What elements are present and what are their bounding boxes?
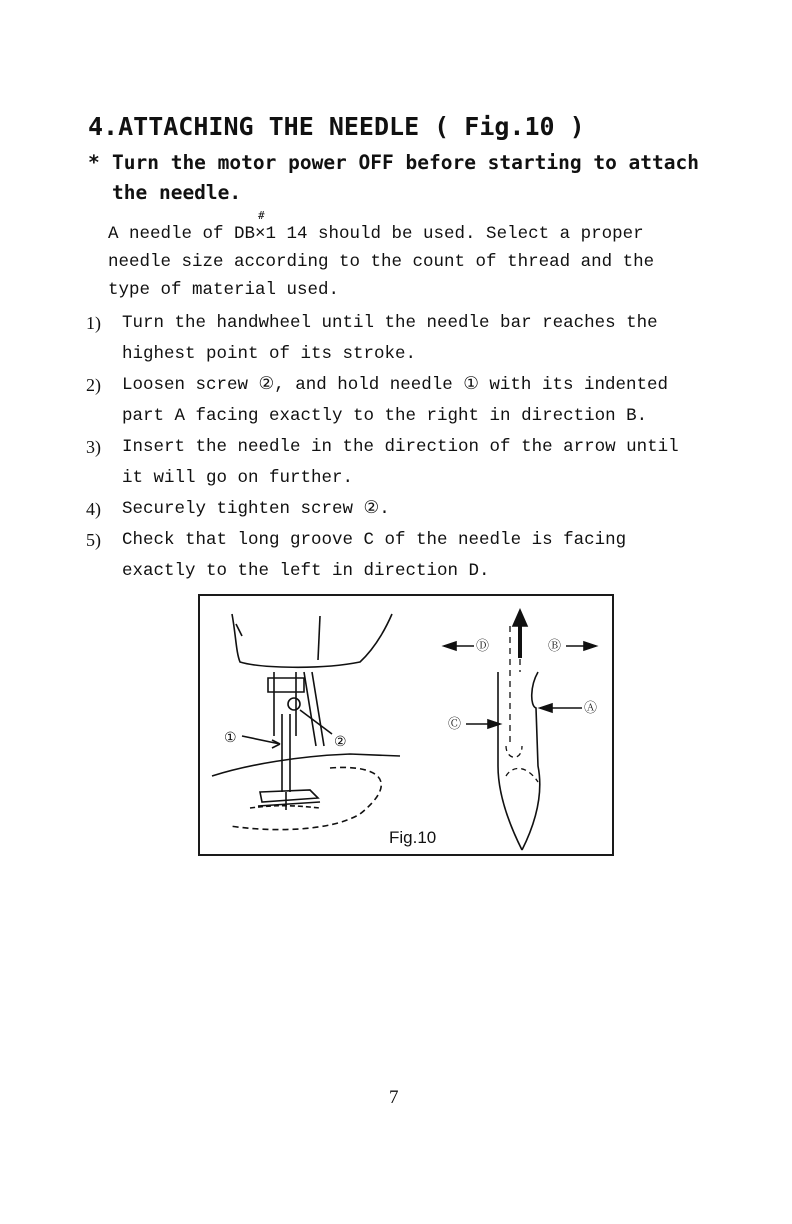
step-number: 4) bbox=[86, 499, 101, 519]
callout-screw: ② bbox=[334, 733, 347, 749]
step-1 bbox=[86, 308, 706, 370]
callout-d: Ⓓ bbox=[476, 638, 490, 653]
step-number: 1) bbox=[86, 313, 101, 333]
step-text: Turn the handwheel until the needle bar reaches the highest point of its stroke. bbox=[122, 313, 658, 364]
step-5 bbox=[86, 525, 706, 587]
step-text: Check that long groove C of the needle is facing exactly to the left in direction D. bbox=[122, 530, 627, 581]
needle-attachment-illustration bbox=[200, 596, 612, 854]
callout-c: Ⓒ bbox=[448, 716, 462, 731]
screw-icon bbox=[288, 698, 300, 710]
callout-a: Ⓐ bbox=[584, 700, 598, 715]
step-number: 3) bbox=[86, 437, 101, 457]
instruction-steps bbox=[86, 308, 706, 587]
step-3 bbox=[86, 432, 706, 494]
callout-needle: ① bbox=[224, 729, 237, 745]
callout-b: Ⓑ bbox=[548, 638, 562, 653]
figure-caption: Fig.10 bbox=[389, 828, 437, 847]
section-heading: 4.ATTACHING THE NEEDLE ( Fig.10 ) bbox=[88, 112, 585, 141]
step-text: Insert the needle in the direction of the arrow until it will go on further. bbox=[122, 437, 679, 488]
step-number: 5) bbox=[86, 530, 101, 550]
warning-line-2: the needle. bbox=[112, 181, 242, 204]
page-number: 7 bbox=[389, 1087, 399, 1108]
warning-asterisk: * bbox=[88, 151, 100, 174]
step-4 bbox=[86, 494, 706, 525]
step-number: 2) bbox=[86, 375, 101, 395]
step-2 bbox=[86, 370, 706, 432]
safety-warning bbox=[88, 148, 708, 208]
intro-paragraph: A needle of DB×1 14 should be used. Select a proper needle size according to the count of thread and the type of material used. bbox=[108, 224, 655, 300]
figure-10 bbox=[198, 594, 614, 856]
step-text: Loosen screw ②, and hold needle ① with its indented part A facing exactly to the right in direction B. bbox=[122, 375, 668, 426]
step-text: Securely tighten screw ②. bbox=[122, 499, 390, 519]
warning-line-1: Turn the motor power OFF before starting to attach bbox=[112, 151, 699, 174]
intro-superscript: # bbox=[258, 209, 265, 222]
